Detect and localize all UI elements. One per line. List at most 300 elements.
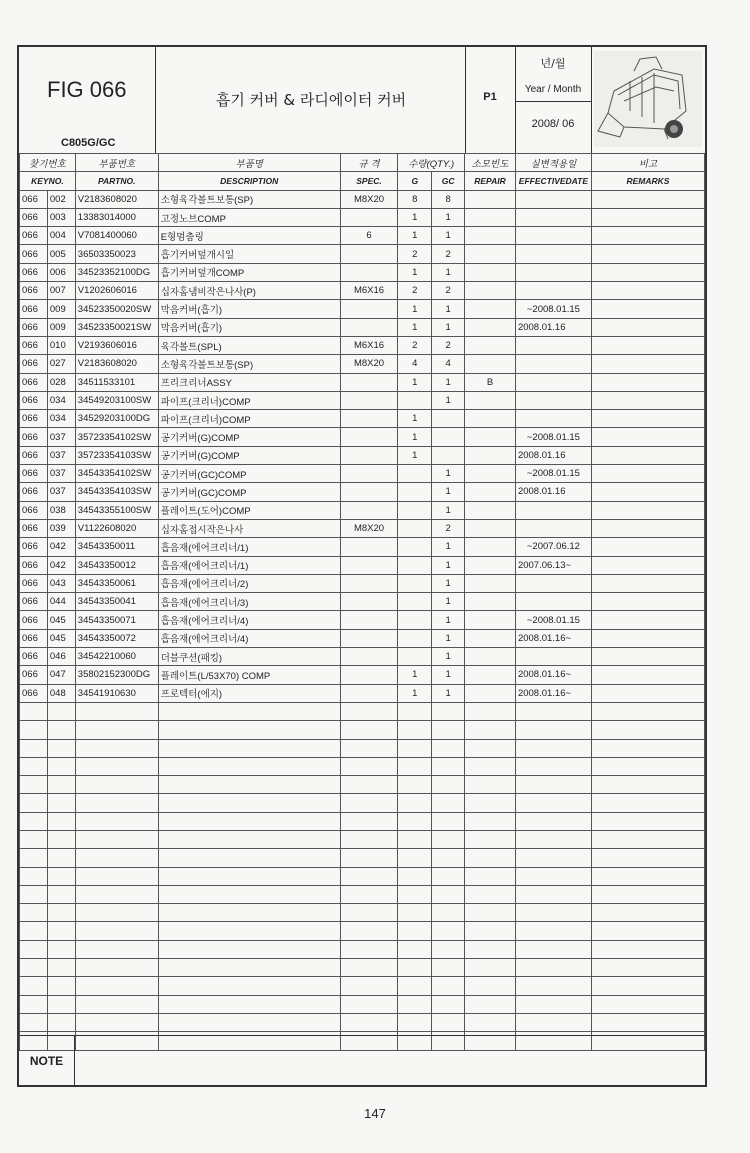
table-cell [398,519,432,537]
table-row [20,465,705,483]
parts-table [19,153,705,1051]
table-cell [340,501,398,519]
table-row [20,904,705,922]
table-cell: 35802152300DG [75,666,158,684]
table-cell [340,629,398,647]
table-cell: 034 [47,410,75,428]
table-cell: 2008.01.16~ [515,629,591,647]
table-row [20,538,705,556]
table-cell [591,574,704,592]
table-row [20,648,705,666]
table-cell: 더블쿠션(패킹) [158,648,340,666]
table-cell [432,410,465,428]
table-cell: 플레이트(L/53X70) COMP [158,666,340,684]
table-cell [340,391,398,409]
table-cell [340,428,398,446]
table-cell [340,465,398,483]
table-cell: 소형육각볼트보통(SP) [158,190,340,208]
table-cell: 1 [398,428,432,446]
table-cell [465,465,516,483]
table-cell: 044 [47,593,75,611]
table-cell [591,355,704,373]
table-cell: 공기커버(G)COMP [158,446,340,464]
table-cell [398,465,432,483]
table-cell [465,556,516,574]
table-cell: 066 [20,227,48,245]
table-cell: 흡음재(에어크리너/3) [158,593,340,611]
table-cell: 34543355100SW [75,501,158,519]
table-row [20,446,705,464]
table-cell [591,300,704,318]
table-cell: 066 [20,629,48,647]
table-cell: 003 [47,208,75,226]
table-cell: 35723354102SW [75,428,158,446]
table-cell [465,190,516,208]
table-cell [398,593,432,611]
column-header: G [398,172,432,190]
table-cell: 066 [20,446,48,464]
table-row [20,556,705,574]
table-cell [465,318,516,336]
table-row [20,428,705,446]
table-row [20,282,705,300]
table-cell [340,263,398,281]
table-cell: 037 [47,428,75,446]
column-header: KEYNO. [20,172,76,190]
table-cell: 1 [432,483,465,501]
table-row [20,519,705,537]
table-cell [465,684,516,702]
table-cell: 1 [432,501,465,519]
table-cell: 066 [20,282,48,300]
table-row [20,391,705,409]
table-cell: 066 [20,318,48,336]
table-cell: 2 [432,519,465,537]
table-cell: 002 [47,190,75,208]
table-row [20,1013,705,1031]
table-cell: ~2008.01.15 [515,611,591,629]
column-header: SPEC. [340,172,398,190]
table-cell [515,245,591,263]
column-header-ko: 부품명 [158,154,340,172]
table-cell: 066 [20,190,48,208]
table-row [20,830,705,848]
table-cell [515,263,591,281]
table-cell: 2 [398,245,432,263]
table-cell [465,611,516,629]
table-cell [340,373,398,391]
table-cell: 6 [340,227,398,245]
table-cell: 066 [20,355,48,373]
table-cell [591,556,704,574]
table-cell: 066 [20,336,48,354]
year-month-label-ko: 년/월 [540,57,566,70]
table-cell: 066 [20,410,48,428]
table-cell: 066 [20,666,48,684]
table-cell [340,410,398,428]
table-cell [465,648,516,666]
table-cell [591,336,704,354]
table-cell: 흡음재(에어크리너/1) [158,556,340,574]
table-cell: 2 [432,245,465,263]
table-cell: ~2008.01.15 [515,300,591,318]
table-cell: 1 [432,574,465,592]
table-cell: V7081400060 [75,227,158,245]
table-cell: 흡음재(에어크리너/4) [158,629,340,647]
table-cell: 1 [398,410,432,428]
table-cell: 1 [398,666,432,684]
table-cell: 1 [432,263,465,281]
table-cell: 046 [47,648,75,666]
table-cell [591,282,704,300]
table-cell [515,648,591,666]
table-cell [340,593,398,611]
table-row [20,593,705,611]
table-cell [398,629,432,647]
table-cell: 066 [20,483,48,501]
table-cell: 005 [47,245,75,263]
table-row [20,721,705,739]
table-row [20,922,705,940]
table-cell [591,611,704,629]
table-cell [591,446,704,464]
table-row [20,208,705,226]
table-row [20,501,705,519]
table-row [20,611,705,629]
table-cell: 34541910630 [75,684,158,702]
table-cell [398,611,432,629]
table-cell: 2008.01.16 [515,446,591,464]
table-cell [432,428,465,446]
sheet-header [19,47,705,154]
table-cell [591,519,704,537]
table-cell [591,648,704,666]
table-cell: 1 [432,666,465,684]
table-cell [515,501,591,519]
table-cell [465,227,516,245]
table-cell: 1 [432,648,465,666]
table-row [20,977,705,995]
table-cell [465,410,516,428]
table-cell [465,666,516,684]
table-cell [515,336,591,354]
page-code: P1 [483,91,497,103]
table-cell: 35723354103SW [75,446,158,464]
table-cell [340,318,398,336]
table-cell [465,538,516,556]
table-cell [515,282,591,300]
table-cell [465,208,516,226]
table-cell: 1 [398,684,432,702]
table-cell: 027 [47,355,75,373]
table-cell [465,263,516,281]
table-cell [515,593,591,611]
table-cell [465,355,516,373]
table-cell: 037 [47,446,75,464]
table-cell: V2183608020 [75,355,158,373]
table-cell: 066 [20,465,48,483]
table-cell: 043 [47,574,75,592]
table-cell: 2 [432,282,465,300]
table-cell: 007 [47,282,75,300]
table-cell [591,391,704,409]
table-cell: 066 [20,263,48,281]
table-row [20,263,705,281]
table-cell: 34543350071 [75,611,158,629]
column-header: REMARKS [591,172,704,190]
table-cell [591,318,704,336]
table-cell [591,666,704,684]
table-cell [340,245,398,263]
table-cell [591,501,704,519]
table-cell [591,245,704,263]
year-month-value: 2008/ 06 [531,118,575,130]
table-cell: 1 [432,593,465,611]
table-cell: V1202606016 [75,282,158,300]
table-cell [340,446,398,464]
table-cell [591,208,704,226]
table-cell [465,629,516,647]
table-cell: 흡음재(에어크리너/1) [158,538,340,556]
table-cell [398,648,432,666]
column-header: EFFECTIVEDATE [515,172,591,190]
table-cell: 프리크리너ASSY [158,373,340,391]
table-cell [340,538,398,556]
table-row [20,995,705,1013]
table-cell: 1 [432,318,465,336]
table-cell: 파이프(크리너)COMP [158,391,340,409]
table-cell: 2008.01.16~ [515,666,591,684]
table-cell: 1 [398,318,432,336]
table-row [20,355,705,373]
table-cell: 045 [47,611,75,629]
table-cell [591,538,704,556]
table-cell: 1 [398,446,432,464]
harvester-illustration [594,51,702,147]
table-cell: 1 [432,684,465,702]
table-cell: ~2008.01.15 [515,465,591,483]
column-header: PARTNO. [75,172,158,190]
column-header: GC [432,172,465,190]
column-header-ko: 비고 [591,154,704,172]
table-row [20,574,705,592]
table-cell [465,483,516,501]
table-cell: 047 [47,666,75,684]
table-cell [340,648,398,666]
table-cell [515,410,591,428]
table-cell: V1122608020 [75,519,158,537]
table-row [20,867,705,885]
table-cell [465,446,516,464]
table-row [20,757,705,775]
table-row [20,410,705,428]
table-cell: 2008.01.16 [515,318,591,336]
table-cell: M8X20 [340,355,398,373]
table-cell: 045 [47,629,75,647]
table-cell: ~2008.01.15 [515,428,591,446]
table-cell [465,300,516,318]
table-row [20,940,705,958]
table-cell [465,245,516,263]
table-cell: 042 [47,556,75,574]
table-cell: 1 [398,300,432,318]
table-cell: 십자홈접시작은나사 [158,519,340,537]
table-cell: 흡음재(에어크리너/4) [158,611,340,629]
table-cell: 34529203100DG [75,410,158,428]
table-cell [515,574,591,592]
table-row [20,245,705,263]
table-cell: 2 [398,336,432,354]
table-row [20,300,705,318]
column-header-ko: 부품번호 [75,154,158,172]
column-header-ko: 찾기번호 [20,154,76,172]
table-cell: 066 [20,519,48,537]
note-area [19,1035,705,1086]
parts-sheet [17,45,707,1087]
table-cell [515,373,591,391]
table-cell [432,446,465,464]
table-cell: 1 [398,227,432,245]
table-cell: V2183608020 [75,190,158,208]
table-cell [591,684,704,702]
table-cell: 8 [398,190,432,208]
table-cell: 흡기커버덮개시일 [158,245,340,263]
table-cell [398,538,432,556]
table-cell: 066 [20,556,48,574]
table-cell: 034 [47,391,75,409]
table-cell: 037 [47,483,75,501]
table-cell [591,373,704,391]
table-row [20,959,705,977]
table-cell: 2 [398,282,432,300]
table-cell: 십자홈냄비작은나사(P) [158,282,340,300]
table-cell: 막음커버(흡기) [158,318,340,336]
table-cell: 1 [432,300,465,318]
table-row [20,794,705,812]
table-cell: B [465,373,516,391]
table-cell: 34542210060 [75,648,158,666]
table-row [20,629,705,647]
table-cell: 066 [20,245,48,263]
table-cell: 공기커버(GC)COMP [158,465,340,483]
table-cell: 흡기커버덮개COMP [158,263,340,281]
table-cell: 36503350023 [75,245,158,263]
table-row [20,190,705,208]
table-cell [515,391,591,409]
table-cell [465,593,516,611]
table-cell: 34511533101 [75,373,158,391]
table-cell: 34543350012 [75,556,158,574]
table-cell [591,428,704,446]
table-row [20,227,705,245]
column-header-ko: 실변적용일 [515,154,591,172]
table-cell [591,629,704,647]
year-month-label: Year / Month [524,84,582,95]
table-cell: 34523350021SW [75,318,158,336]
table-row [20,702,705,720]
table-cell [465,519,516,537]
table-cell [340,684,398,702]
table-cell: 플레이트(도어)COMP [158,501,340,519]
table-cell: 공기커버(G)COMP [158,428,340,446]
table-cell: 1 [398,263,432,281]
table-cell [398,556,432,574]
table-cell: 1 [432,556,465,574]
table-cell: 파이프(크리너)COMP [158,410,340,428]
table-row [20,684,705,702]
table-cell: 066 [20,391,48,409]
table-cell [340,300,398,318]
table-cell [591,593,704,611]
table-cell [465,282,516,300]
table-cell: 2007.06.13~ [515,556,591,574]
table-cell: 009 [47,318,75,336]
table-cell: 1 [432,391,465,409]
table-row [20,336,705,354]
table-row [20,483,705,501]
table-cell: 066 [20,684,48,702]
table-cell [515,227,591,245]
note-label: NOTE [19,1036,75,1086]
table-cell [340,611,398,629]
table-cell: 34543354103SW [75,483,158,501]
table-cell: 34543350041 [75,593,158,611]
table-cell: 프로텍터(에지) [158,684,340,702]
table-cell [340,574,398,592]
table-row [20,666,705,684]
table-cell: M6X16 [340,282,398,300]
table-cell: 066 [20,208,48,226]
table-cell: 066 [20,373,48,391]
table-cell [398,483,432,501]
table-cell: 1 [432,629,465,647]
table-cell: 공기커버(GC)COMP [158,483,340,501]
fig-number: FIG 066 [47,77,127,102]
table-cell: 010 [47,336,75,354]
table-cell [465,501,516,519]
table-cell [515,190,591,208]
column-header-ko: 수량(QTY.) [398,154,465,172]
table-cell: 066 [20,538,48,556]
table-cell [515,208,591,226]
table-cell [591,465,704,483]
table-cell: 1 [432,465,465,483]
table-cell: 066 [20,300,48,318]
table-cell [591,410,704,428]
table-cell: 고정노브COMP [158,208,340,226]
table-cell: 8 [432,190,465,208]
table-cell: 4 [398,355,432,373]
table-cell: 066 [20,428,48,446]
table-cell [591,190,704,208]
table-cell: 34523350020SW [75,300,158,318]
table-cell [398,501,432,519]
table-cell: 038 [47,501,75,519]
table-cell: 066 [20,593,48,611]
table-row [20,373,705,391]
table-cell [465,336,516,354]
table-row [20,885,705,903]
table-cell: V2193606016 [75,336,158,354]
table-cell: 066 [20,611,48,629]
table-cell: M8X20 [340,190,398,208]
table-cell: 34549203100SW [75,391,158,409]
table-cell: 037 [47,465,75,483]
table-cell: 1 [432,227,465,245]
table-cell [465,428,516,446]
table-cell: 1 [432,373,465,391]
table-cell: 1 [398,208,432,226]
